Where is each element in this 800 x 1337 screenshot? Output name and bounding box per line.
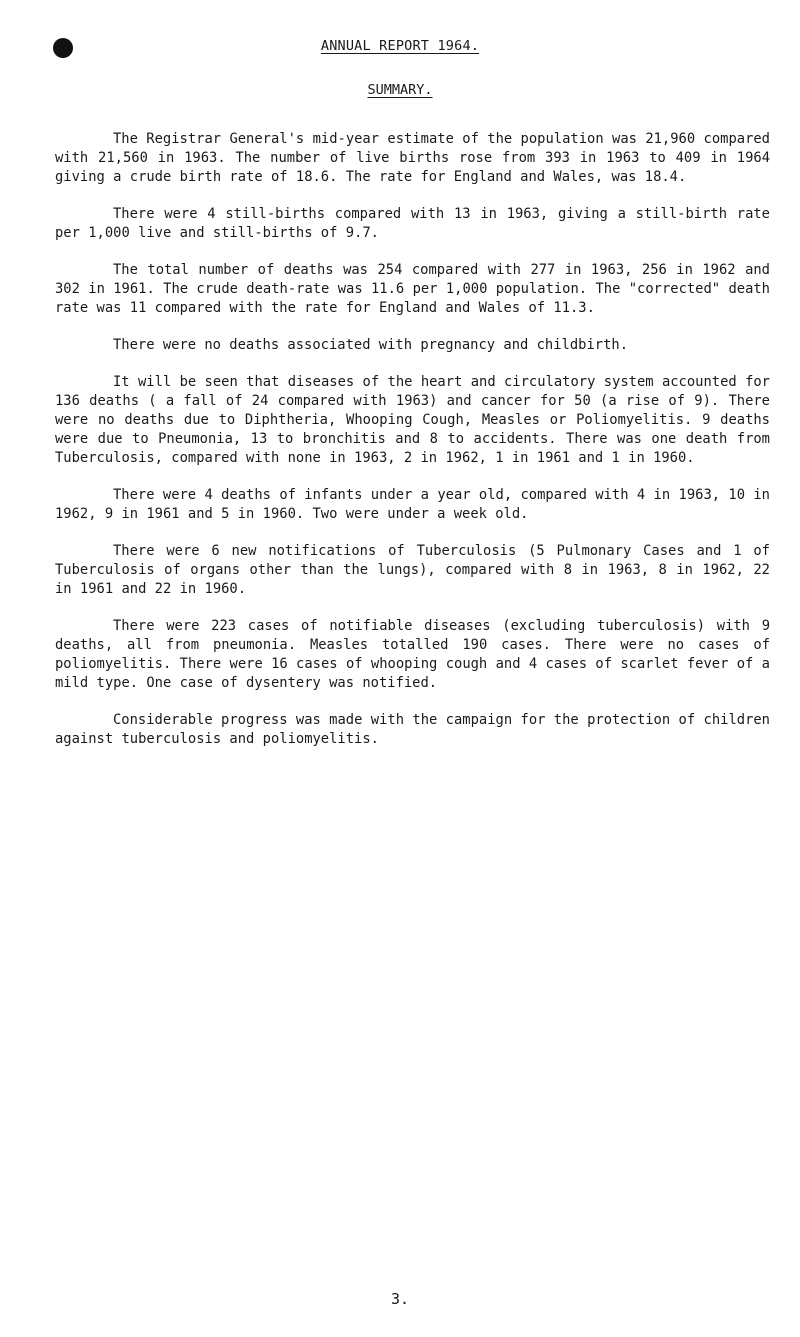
paragraph-causes-of-death: It will be seen that diseases of the heart and circulatory system accounted for 136 deaths ( a fall of 24 compared with 1963) and cancer for 50 (a rise of 9). There were no deaths due to Diphtheria, Whooping Cough, Measles or Poliomyelitis. 9 deaths were due to Pneumonia, 13 to bronchitis and 8 to accidents. There was one death from Tuberculosis, compared with none in 1963, 2 in 1962, 1 in 1961 and 1 in 1960.	[55, 374, 770, 466]
paragraph-still-births: There were 4 still-births compared with 13 in 1963, giving a still-birth rate per 1,000 live and still-births of 9.7.	[55, 206, 770, 241]
page-number: 3.	[390, 1290, 410, 1308]
section-heading: SUMMARY.	[367, 82, 433, 98]
paragraph-campaign: Considerable progress was made with the campaign for the protection of children against tuberculosis and poliomyelitis.	[55, 712, 770, 747]
paragraph-maternal-deaths: There were no deaths associated with pregnancy and childbirth.	[113, 337, 628, 353]
report-title: ANNUAL REPORT 1964.	[320, 38, 480, 54]
report-body	[55, 130, 770, 767]
paragraph-population-births: The Registrar General's mid-year estimate of the population was 21,960 compared with 21,560 in 1963. The number of live births rose from 393 in 1963 to 409 in 1964 giving a crude birth rate of 18.6. The rate for England and Wales, was 18.4.	[55, 131, 770, 185]
paragraph-tuberculosis: There were 6 new notifications of Tuberculosis (5 Pulmonary Cases and 1 of Tuberculosis of organs other than the lungs), compared with 8 in 1963, 8 in 1962, 22 in 1961 and 22 in 1960.	[55, 543, 770, 597]
paragraph-deaths: The total number of deaths was 254 compared with 277 in 1963, 256 in 1962 and 302 in 1961. The crude death-rate was 11.6 per 1,000 population. The "corrected" death rate was 11 compared with the rate for England and Wales of 11.3.	[55, 262, 770, 316]
paragraph-notifiable-diseases: There were 223 cases of notifiable diseases (excluding tuberculosis) with 9 deaths, all from pneumonia. Measles totalled 190 cases. There were no cases of poliomyelitis. There were 16 cases of whooping cough and 4 cases of scarlet fever of a mild type. One case of dysentery was notified.	[55, 618, 770, 691]
paragraph-infant-deaths: There were 4 deaths of infants under a year old, compared with 4 in 1963, 10 in 1962, 9 in 1961 and 5 in 1960. Two were under a week old.	[55, 487, 770, 522]
